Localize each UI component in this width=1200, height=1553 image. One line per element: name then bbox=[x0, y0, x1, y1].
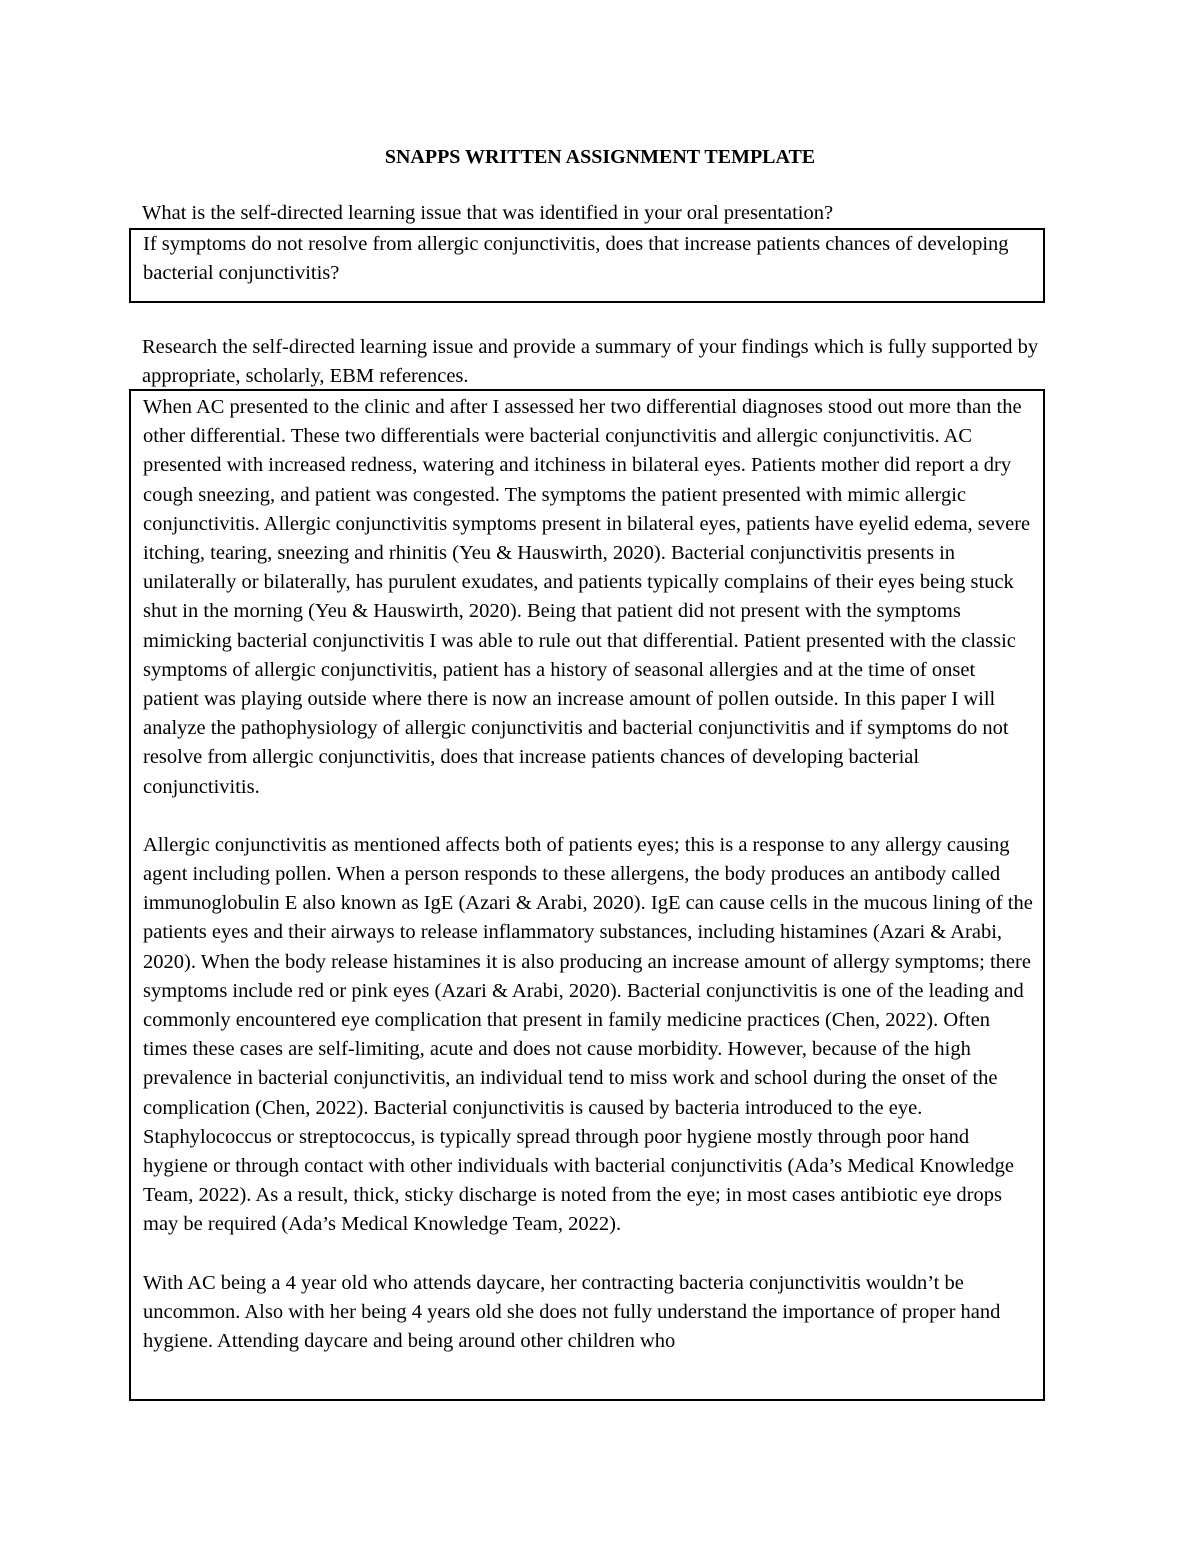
answer-paragraph-3: With AC being a 4 year old who attends daycare, her contracting bacteria conjunctivitis wouldn’t be uncommon. Also with her being 4 years old she does not fully understand the importance of proper hand hygiene. Attending daycare and being around other children who bbox=[143, 1271, 1001, 1353]
answer-paragraph-2: Allergic conjunctivitis as mentioned affects both of patients eyes; this is a response to any allergy causing agent including pollen. When a person responds to these allergens, the body produces an antibody called immunoglobulin E also known as IgE (Azari & Arabi, 2020). IgE can cause cells in the mucous lining of the patients eyes and their airways to release inflammatory substances, including histamines (Azari & Arabi, 2020). When the body release histamines it is also producing an increase amount of allergy symptoms; there symptoms include red or pink eyes (Azari & Arabi, 2020). Bacterial conjunctivitis is one of the leading and commonly encountered eye complication that present in family medicine practices (Chen, 2022). Often times these cases are self-limiting, acute and does not cause morbidity. However, because of the high prevalence in bacterial conjunctivitis, an individual tend to miss work and school during the onset of the complication (Chen, 2022). Bacterial conjunctivitis is caused by bacteria introduced to the eye. Staphylococcus or streptococcus, is typically spread through poor hygiene mostly through poor hand hygiene or through contact with other individuals with bacterial conjunctivitis (Ada’s Medical Knowledge Team, 2022). As a result, thick, sticky discharge is noted from the eye; in most cases antibiotic eye drops may be required (Ada’s Medical Knowledge Team, 2022). bbox=[143, 833, 1033, 1236]
page-title: SNAPPS WRITTEN ASSIGNMENT TEMPLATE bbox=[384, 146, 816, 168]
question-2-answer-box[interactable] bbox=[129, 389, 1045, 1401]
question-1-answer-text: If symptoms do not resolve from allergic conjunctivitis, does that increase patients chances of developing bacterial conjunctivitis? bbox=[143, 233, 1009, 284]
question-1-answer-box[interactable] bbox=[129, 228, 1045, 303]
answer-paragraph-1: When AC presented to the clinic and after I assessed her two differential diagnoses stood out more than the other differential. These two differentials were bacterial conjunctivitis and allergic conjunctivitis. AC presented with increased redness, watering and itchiness in bilateral eyes. Patients mother did report a dry cough sneezing, and patient was congested. The symptoms the patient presented with mimic allergic conjunctivitis. Allergic conjunctivitis symptoms present in bilateral eyes, patients have eyelid edema, severe itching, tearing, sneezing and rhinitis (Yeu & Hauswirth, 2020). Bacterial conjunctivitis presents in unilaterally or bilaterally, has purulent exudates, and patients typically complains of their eyes being stuck shut in the morning (Yeu & Hauswirth, 2020). Being that patient did not present with the symptoms mimicking bacterial conjunctivitis I was able to rule out that differential. Patient presented with the classic symptoms of allergic conjunctivitis, patient has a history of seasonal allergies and at the time of onset patient was playing outside where there is now an increase amount of pollen outside. In this paper I will analyze the pathophysiology of allergic conjunctivitis and bacterial conjunctivitis and if symptoms do not resolve from allergic conjunctivitis, does that increase patients chances of developing bacterial conjunctivitis. bbox=[143, 396, 1031, 798]
question-1-prompt: What is the self-directed learning issue that was identified in your oral presentation? bbox=[142, 202, 834, 224]
question-2-prompt: Research the self-directed learning issue and provide a summary of your findings which is fully supported by appropriate, scholarly, EBM references. bbox=[142, 336, 1039, 387]
